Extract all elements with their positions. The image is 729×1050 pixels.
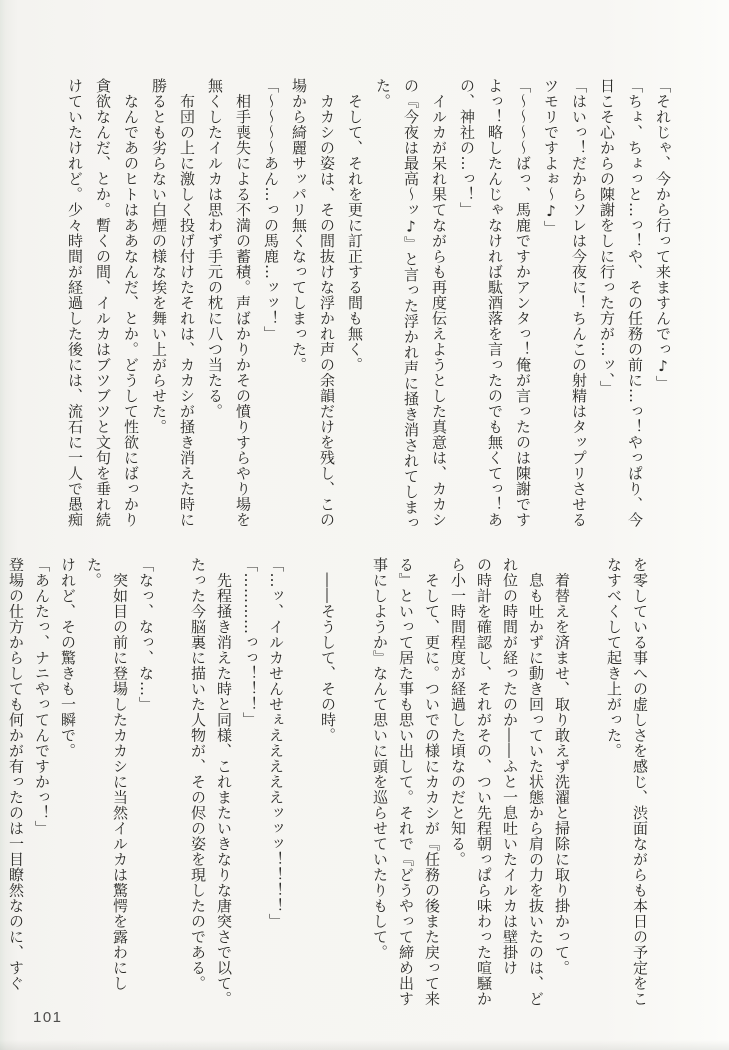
text-line bbox=[289, 557, 315, 1017]
text-line: 「…………っっ！！！」 bbox=[241, 557, 259, 728]
page-number: 101 bbox=[33, 1009, 63, 1026]
text-line: そして、それを更に訂正する間も無く。 bbox=[346, 78, 364, 373]
text-line: の『今夜は最高〜ッ♪』と言った浮かれ声に掻き消されてしまっ bbox=[402, 78, 420, 531]
text-line: そして、更に。ついでの様にカカシが『任務の後また戻って来 bbox=[423, 557, 441, 1007]
text-line: 「〜〜〜〜ばっ、馬鹿ですかアンタっ！俺が言ったのは陳謝です bbox=[514, 78, 532, 528]
text-line: ら小一時間程度が経過した頃なのだと知る。 bbox=[449, 557, 467, 867]
text-line: 相手喪失による不満の蓄積。声ばかりかその憤りすらやり場を bbox=[234, 78, 252, 528]
text-line: けれど、その驚きも一瞬で。 bbox=[59, 557, 77, 759]
text-line: 場から綺麗サッパリ無くなってしまった。 bbox=[290, 78, 308, 373]
text-line: カカシの姿は、その間抜けな浮かれ声の余韻だけを残し、この bbox=[318, 78, 336, 528]
text-line: 布団の上に激しく投げ付けたそれは、カカシが掻き消えた時に bbox=[178, 78, 196, 528]
bottom-text-block bbox=[3, 557, 653, 1017]
text-line: 勝るとも劣らない白煙の様な埃を舞い上がらせた。 bbox=[150, 78, 168, 435]
text-line: る』といって居た事も思い出して。それで『どうやって締め出す bbox=[397, 557, 415, 1007]
top-text-block bbox=[61, 78, 677, 534]
text-line bbox=[341, 557, 367, 1017]
text-line: 登場の仕方からしても何かが有ったのは一目瞭然なのに、すぐ bbox=[7, 557, 25, 991]
text-line: なんであのヒトはああなんだ、とか。どうして性欲にばっかり bbox=[122, 78, 140, 528]
text-line: 息も吐かずに動き回っていた状態から肩の力を抜いたのは、ど bbox=[527, 557, 545, 1007]
text-line bbox=[575, 557, 601, 1017]
text-line: 事にしようか』なんて思いに頭を巡らせていたりもして。 bbox=[371, 557, 389, 960]
text-line: たった今脳裏に描いた人物が、その侭の姿を現したのである。 bbox=[189, 557, 207, 991]
text-line: た。 bbox=[374, 78, 392, 109]
text-line bbox=[159, 557, 185, 1017]
text-line: 無くしたイルカは思わず手元の枕に八つ当たる。 bbox=[206, 78, 224, 419]
text-line: を零している事への虚しさを感じ、渋面ながらも本日の予定をこ bbox=[631, 557, 649, 1007]
text-line: イルカが呆れ果てながらも再度伝えようとした真意は、カカシ bbox=[430, 78, 448, 528]
text-line: ――そうして、その時。 bbox=[319, 557, 337, 743]
text-line: ツモリですよぉ〜♪」 bbox=[542, 78, 560, 236]
text-line: なすべくして起き上がった。 bbox=[605, 557, 623, 759]
text-line: れ位の時間が経ったのか――ふと一息吐いたイルカは壁掛け bbox=[501, 557, 519, 976]
text-line: 先程掻き消えた時と同様、これまたいきなりな唐突さで以て。 bbox=[215, 557, 233, 1007]
text-line: よっ！略したんじゃなければ駄酒落を言ったのでも無くてっ！あ bbox=[486, 78, 504, 528]
text-line: 「それじゃ、今から行って来ますんでっ♪」 bbox=[654, 78, 672, 391]
text-line: けていたけれど。少々時間が経過した後には、流石に一人で愚痴 bbox=[66, 78, 84, 528]
text-line: 「〜〜〜〜あん…っの馬鹿…ッッ！」 bbox=[262, 78, 280, 342]
text-line: 「はいっ！だからソレは今夜に！ちんこの射精はタップリさせる bbox=[570, 78, 588, 528]
text-line: 「あんたっ、ナニやってんですかっ！」 bbox=[33, 557, 51, 836]
text-line: 日こそ心からの陳謝をしに行った方が…ッ、」 bbox=[598, 78, 616, 396]
text-line: 突如目の前に登場したカカシに当然イルカは驚愕を露わにした。 bbox=[85, 557, 129, 991]
text-line: 貪欲なんだ、とか。暫くの間、イルカはブツブツと文句を垂れ続 bbox=[94, 78, 112, 528]
text-line: 「…ッ、イルカせんせぇえええええッッッ！！！！」 bbox=[267, 557, 285, 929]
text-line: の、神社の…っ！」 bbox=[458, 78, 476, 218]
text-line: 「なっ、なっ、な…」 bbox=[137, 557, 155, 712]
text-line: 「ちょ、ちょっと…っ！や、その任務の前に…っ！やっぱり、今 bbox=[626, 78, 644, 528]
text-line: の時計を確認し、それがその、つい先程朝っぱら味わった喧騒か bbox=[475, 557, 493, 1007]
text-line: 着替えを済ませ、取り敢えず洗濯と掃除に取り掛かって。 bbox=[553, 557, 571, 976]
